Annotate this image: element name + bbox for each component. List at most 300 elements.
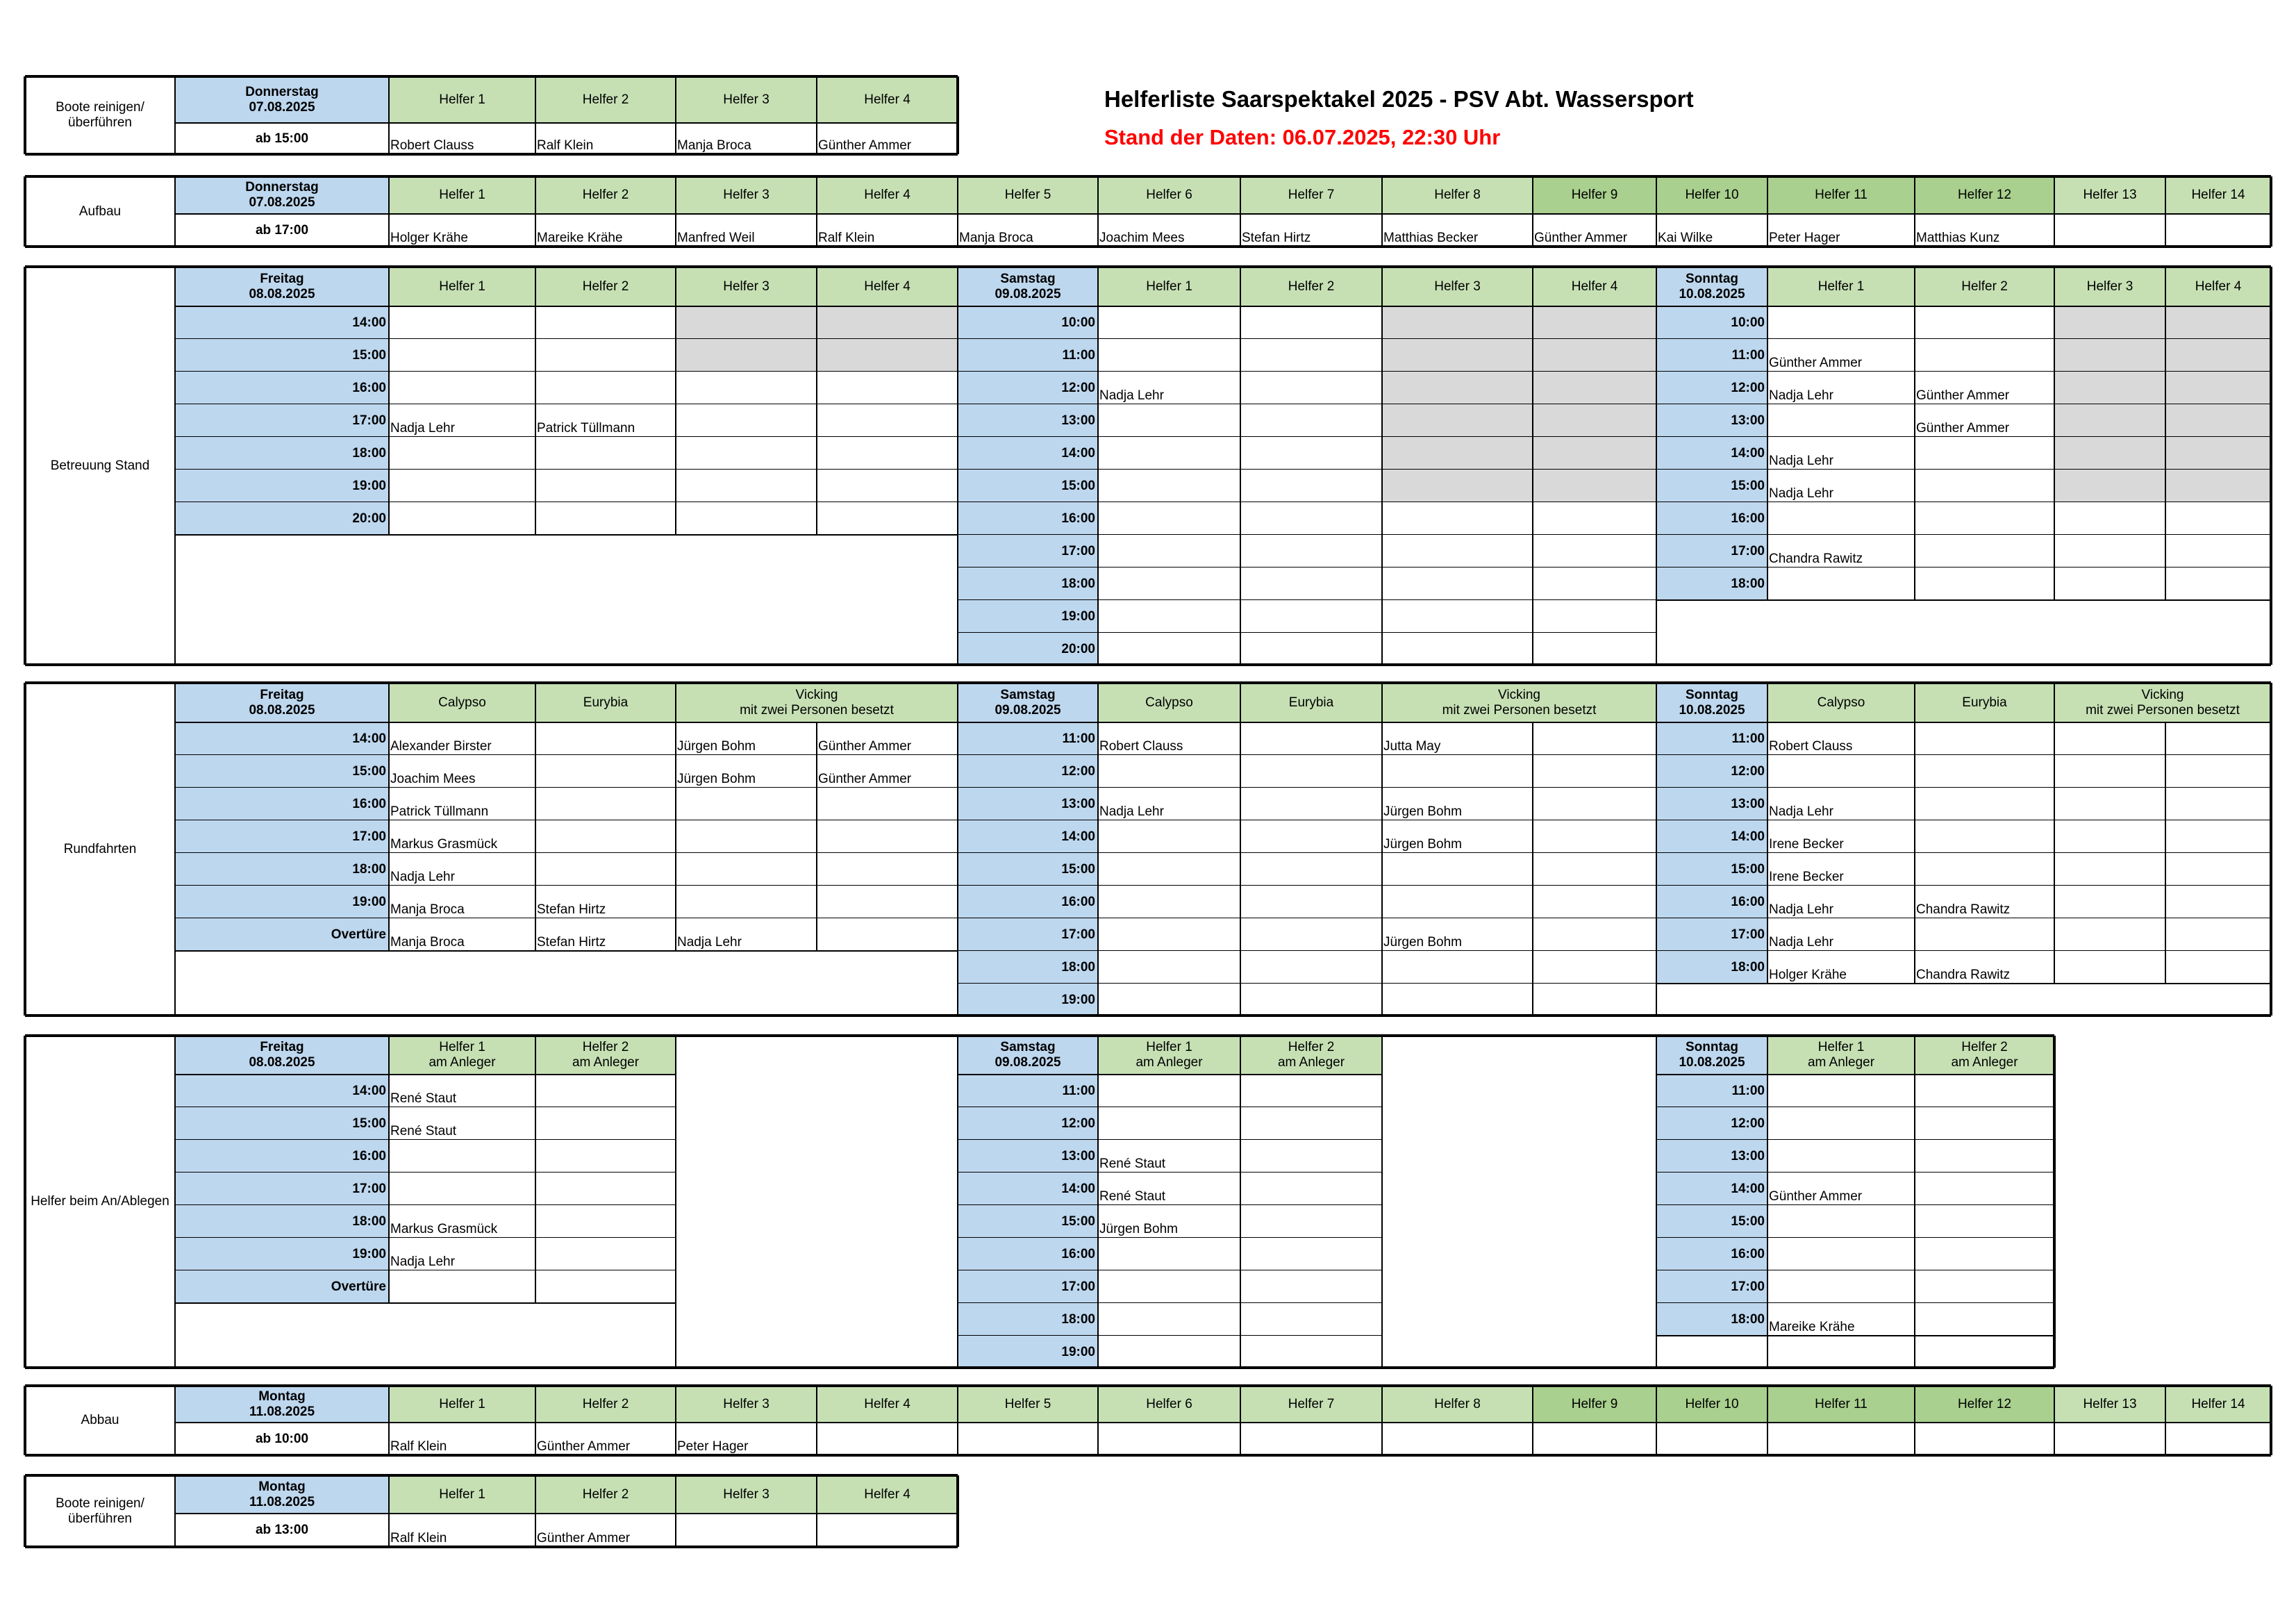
helper-slot [1915,1107,2054,1140]
time-slot: 18:00 [958,567,1098,600]
helper-slot [817,853,958,886]
helper-slot [1533,853,1656,886]
helper-slot [1240,755,1382,788]
grid-line [1767,683,1768,984]
helper-slot [1240,984,1382,1016]
time-slot: 12:00 [1656,755,1767,788]
helper-slot [1240,1107,1382,1140]
grid-line [388,1475,390,1547]
grid-line [1532,176,1533,247]
abbau-label: Abbau [25,1386,175,1455]
helper-name: Manja Broca [958,214,1098,247]
grid-line [1240,1036,1241,1368]
helper-slot [676,306,817,339]
boat-header-vicking [1382,683,1656,722]
helper-header: Helfer 3 [676,1386,817,1423]
helper-slot: Robert Clauss [1098,722,1240,755]
grid-line [1097,683,1099,1016]
helper-slot [1240,1270,1382,1303]
time-slot: 18:00 [1656,567,1767,600]
helper-header-line1: Helfer 1 [1146,1040,1192,1054]
grid-line [174,267,176,665]
grid-line [25,1384,2271,1387]
time-slot: 17:00 [1656,535,1767,567]
helper-header-line2: am Anleger [572,1055,640,1070]
helper-slot [1533,984,1656,1016]
boat-header-vicking-line2: mit zwei Personen besetzt [1442,702,1597,718]
boat-header-vicking-line1: Vicking [2141,687,2184,702]
helper-slot: Nadja Lehr [389,404,535,437]
helper-slot [1915,339,2054,372]
helper-name [1098,1423,1240,1455]
boote2-time: ab 13:00 [175,1514,389,1547]
helper-slot [817,404,958,437]
boote1-label: Boote reinigen/überführen [25,76,175,154]
anlegen-day-header-line2: 10.08.2025 [1679,1055,1745,1070]
helper-slot: Nadja Lehr [1767,788,1915,820]
helper-slot [676,372,817,404]
helper-slot [817,306,958,339]
helper-slot [1915,1270,2054,1303]
helper-slot [535,1140,676,1173]
time-slot: 12:00 [958,372,1098,404]
helper-slot [1240,1173,1382,1205]
helper-header: Helfer 4 [2165,267,2271,306]
helper-slot [389,502,535,535]
helper-slot [2054,306,2165,339]
helper-slot [817,470,958,502]
helper-slot [1533,535,1656,567]
grid-line [175,1302,676,1304]
helper-slot: Nadja Lehr [389,853,535,886]
stand-day-header-line1: Sonntag [1686,271,1738,286]
grid-line [675,176,676,247]
grid-line [956,1475,959,1547]
time-slot: 20:00 [958,633,1098,665]
time-slot: 17:00 [1656,1270,1767,1303]
helper-slot [2054,886,2165,918]
grid-line [175,122,958,124]
helper-slot [535,372,676,404]
helper-slot: Günther Ammer [1915,372,2054,404]
helper-slot [1915,567,2054,600]
helper-slot: Nadja Lehr [1767,886,1915,918]
boat-header-vicking-line1: Vicking [795,687,838,702]
helper-slot [1240,567,1382,600]
helper-slot [2165,951,2271,984]
helper-slot [1915,1140,2054,1173]
helper-slot [2054,404,2165,437]
boat-header-vicking [676,683,958,722]
grid-line [24,1475,26,1547]
helper-slot [1767,567,1915,600]
helper-slot [1915,820,2054,853]
grid-line [1767,1386,1768,1455]
helper-slot [1382,633,1533,665]
time-slot: 19:00 [175,470,389,502]
grid-line [2054,267,2055,600]
helper-header: Helfer 2 [1240,267,1382,306]
time-slot: 12:00 [1656,1107,1767,1140]
grid-line [24,267,26,665]
time-slot: 14:00 [175,1075,389,1107]
time-slot: 11:00 [958,1075,1098,1107]
abbau-time: ab 10:00 [175,1423,389,1455]
helper-slot: Nadja Lehr [1098,788,1240,820]
helper-slot [1533,339,1656,372]
grid-line [535,1386,536,1455]
helper-slot [1098,633,1240,665]
helper-name: Ralf Klein [389,1423,535,1455]
helper-slot [1915,470,2054,502]
helper-slot [1382,600,1533,633]
helper-slot [1533,633,1656,665]
helper-slot [535,470,676,502]
grid-line [2165,176,2166,247]
helper-slot: Chandra Rawitz [1767,535,1915,567]
helper-header-line1: Helfer 1 [1817,1040,1865,1054]
helper-header [389,1036,535,1075]
time-slot: 15:00 [1656,853,1767,886]
rundfahrten-day-header-line2: 10.08.2025 [1679,702,1745,718]
helper-slot: Nadja Lehr [1098,372,1240,404]
grid-line [25,245,2271,248]
time-slot: 17:00 [175,820,389,853]
helper-header: Helfer 2 [535,1475,676,1514]
grid-line [2270,683,2272,1016]
time-slot: 18:00 [1656,1303,1767,1336]
helper-slot [1240,372,1382,404]
helper-slot [2165,722,2271,755]
grid-line [1767,267,1768,600]
helper-slot [676,886,817,918]
helper-slot [1240,1303,1382,1336]
helper-name [1240,1423,1382,1455]
boat-header-eurybia: Eurybia [1240,683,1382,722]
helper-name [1915,1423,2054,1455]
page-title: Helferliste Saarspektakel 2025 - PSV Abt. Wassersport [1104,86,1694,112]
stand-label: Betreuung Stand [25,267,175,665]
helper-name: Stefan Hirtz [1240,214,1382,247]
helper-slot [1915,1238,2054,1270]
time-slot: 14:00 [175,722,389,755]
helper-slot [1533,372,1656,404]
helper-slot [1240,886,1382,918]
helper-slot [1240,470,1382,502]
grid-line [956,76,959,154]
helper-header [1767,1036,1915,1075]
time-slot: 19:00 [958,1336,1098,1368]
stand-day-header [1656,267,1767,306]
helper-header: Helfer 13 [2054,176,2165,214]
helper-name [2165,1423,2271,1455]
helper-slot: Nadja Lehr [389,1238,535,1270]
time-slot: 11:00 [1656,722,1767,755]
grid-line [24,76,26,154]
time-slot: 11:00 [958,339,1098,372]
helper-slot [1098,951,1240,984]
helper-slot [1098,535,1240,567]
grid-line [175,306,958,307]
time-slot: 19:00 [958,600,1098,633]
time-slot: 12:00 [1656,372,1767,404]
helper-header: Helfer 1 [1098,267,1240,306]
helper-header: Helfer 3 [676,176,817,214]
time-slot: 16:00 [958,886,1098,918]
time-slot: 14:00 [1656,820,1767,853]
time-slot: 16:00 [175,372,389,404]
helper-slot [535,1107,676,1140]
time-slot: 18:00 [958,951,1098,984]
boat-header-eurybia: Eurybia [535,683,676,722]
grid-line [1656,599,2271,601]
helper-name: Günther Ammer [535,1514,676,1547]
helper-slot [1767,1075,1915,1107]
helper-slot [1915,1205,2054,1238]
helper-slot [1915,1075,2054,1107]
helper-header-line2: am Anleger [1277,1055,1345,1070]
helper-slot [2054,339,2165,372]
helper-slot: Alexander Birster [389,722,535,755]
time-slot: 19:00 [175,1238,389,1270]
time-slot: 20:00 [175,502,389,535]
helper-name: Ralf Klein [817,214,958,247]
helper-slot [817,502,958,535]
helper-slot: Jürgen Bohm [1382,918,1533,951]
helper-slot [1767,1270,1915,1303]
helper-slot [1098,437,1240,470]
grid-line [1656,983,2271,984]
helper-slot [1382,886,1533,918]
helper-slot [535,1075,676,1107]
helper-slot [1533,886,1656,918]
time-slot: 14:00 [958,437,1098,470]
helper-name: Manfred Weil [676,214,817,247]
helper-name: Günther Ammer [535,1423,676,1455]
helper-slot: Günther Ammer [1915,404,2054,437]
grid-line [1381,267,1383,665]
helper-slot [2054,951,2165,984]
helper-name [958,1423,1098,1455]
aufbau-label: Aufbau [25,176,175,247]
helper-slot [389,372,535,404]
helper-slot [1098,1336,1240,1368]
helper-name: Joachim Mees [1098,214,1240,247]
helper-name [2054,214,2165,247]
helper-name: Matthias Becker [1382,214,1533,247]
time-slot: 12:00 [958,1107,1098,1140]
helper-slot [676,853,817,886]
anlegen-day-header [175,1036,389,1075]
helper-name [676,1514,817,1547]
grid-line [1767,1036,1768,1368]
helper-slot: Nadja Lehr [1767,372,1915,404]
helper-slot [1915,306,2054,339]
time-slot: 17:00 [1656,918,1767,951]
helper-slot: Irene Becker [1767,820,1915,853]
helper-header: Helfer 6 [1098,1386,1240,1423]
helper-slot [2165,918,2271,951]
helper-slot [1098,404,1240,437]
helper-slot [1240,306,1382,339]
grid-line [2270,267,2272,665]
helper-slot [1240,600,1382,633]
helper-header: Helfer 9 [1533,1386,1656,1423]
grid-line [25,1454,2271,1457]
rundfahrten-day-header-line1: Samstag [1000,687,1056,702]
helper-slot [2054,918,2165,951]
time-slot: 19:00 [958,984,1098,1016]
time-slot: 15:00 [175,755,389,788]
helper-header [1098,1036,1240,1075]
rundfahrten-day-header-line1: Sonntag [1686,687,1738,702]
grid-line [175,1074,676,1075]
helper-slot [817,788,958,820]
time-slot: 13:00 [958,404,1098,437]
helper-slot [2165,502,2271,535]
helper-slot [1382,372,1533,404]
helper-header: Helfer 12 [1915,1386,2054,1423]
helper-header: Helfer 3 [676,76,817,123]
helper-slot [2165,755,2271,788]
helper-slot [1533,600,1656,633]
grid-line [1381,1036,1383,1368]
grid-line [1097,176,1099,247]
grid-line [174,176,176,247]
helper-header: Helfer 4 [817,76,958,123]
helper-slot [817,339,958,372]
grid-line [2165,722,2166,984]
grid-line [816,1386,817,1455]
helper-slot [2165,404,2271,437]
grid-line [24,1036,26,1368]
grid-line [174,1475,176,1547]
boote2-label: Boote reinigen/überführen [25,1475,175,1547]
grid-line [535,176,536,247]
helper-name: Ralf Klein [535,123,676,154]
helper-slot [1240,951,1382,984]
aufbau-date-header-line2: 07.08.2025 [249,195,315,210]
helper-slot [1767,1140,1915,1173]
grid-line [1656,1036,1657,1368]
helper-header: Helfer 2 [1915,267,2054,306]
helper-slot [1098,886,1240,918]
helper-header: Helfer 13 [2054,1386,2165,1423]
helper-slot [2165,820,2271,853]
helper-slot [1533,951,1656,984]
helper-slot [1240,1238,1382,1270]
helper-slot [1915,535,2054,567]
helper-slot [1240,1140,1382,1173]
helper-slot [676,788,817,820]
time-slot: 15:00 [958,853,1098,886]
helper-header-line1: Helfer 2 [1288,1040,1335,1054]
helper-name [817,1423,958,1455]
helper-header: Helfer 1 [389,176,535,214]
boat-header-calypso: Calypso [1767,683,1915,722]
helper-slot [1098,470,1240,502]
stand-day-header-line2: 08.08.2025 [249,286,315,301]
helper-slot [1533,918,1656,951]
helper-slot: Holger Krähe [1767,951,1915,984]
helper-name [1767,1423,1915,1455]
helper-header-line2: am Anleger [1951,1055,2018,1070]
helper-slot: Stefan Hirtz [535,886,676,918]
helper-slot [1915,788,2054,820]
helper-slot: Günther Ammer [817,722,958,755]
rundfahrten-day-header [958,683,1098,722]
helper-slot: Jürgen Bohm [1382,820,1533,853]
helper-slot: René Staut [389,1075,535,1107]
grid-line [1656,1074,2054,1075]
helper-slot [817,372,958,404]
grid-line [25,1474,958,1477]
helper-header: Helfer 9 [1533,176,1656,214]
helper-slot [2165,306,2271,339]
helper-slot [1767,306,1915,339]
helper-slot [535,1173,676,1205]
grid-line [1656,176,1657,247]
helper-slot [1240,1205,1382,1238]
helper-header: Helfer 4 [817,1386,958,1423]
time-slot: 13:00 [1656,788,1767,820]
helper-header: Helfer 1 [389,267,535,306]
anlegen-day-header-line2: 08.08.2025 [249,1055,315,1070]
helper-name [1533,1423,1656,1455]
grid-line [25,663,2271,666]
grid-line [1656,1386,1657,1455]
helper-name: Günther Ammer [1533,214,1656,247]
helper-slot [1915,918,2054,951]
helper-slot [1382,951,1533,984]
helper-slot [1098,306,1240,339]
helper-slot [535,788,676,820]
grid-line [24,176,26,247]
helper-header: Helfer 4 [1533,267,1656,306]
grid-line [2270,1386,2272,1455]
time-slot: 10:00 [1656,306,1767,339]
time-slot: 15:00 [958,1205,1098,1238]
grid-line [957,1386,958,1455]
grid-line [535,1036,536,1303]
helper-slot [1240,535,1382,567]
anlegen-day-header [1656,1036,1767,1075]
time-slot: 12:00 [958,755,1098,788]
grid-line [816,722,817,951]
helper-header: Helfer 11 [1767,176,1915,214]
helper-header: Helfer 10 [1656,1386,1767,1423]
rundfahrten-day-header [1656,683,1767,722]
helper-slot [817,437,958,470]
grid-line [388,1036,390,1303]
helper-slot [1533,567,1656,600]
boote1-date-header [175,76,389,123]
time-slot: 17:00 [175,1173,389,1205]
grid-line [2165,267,2166,600]
helper-header: Helfer 2 [535,176,676,214]
helper-slot [1240,339,1382,372]
time-slot: 15:00 [1656,1205,1767,1238]
helper-slot [2054,788,2165,820]
grid-line [1240,683,1241,1016]
grid-line [174,683,176,1016]
helper-slot [1098,918,1240,951]
helper-name: Kai Wilke [1656,214,1767,247]
grid-line [25,1366,2054,1369]
helper-slot [1240,404,1382,437]
helper-slot [389,1140,535,1173]
grid-line [1097,1036,1099,1368]
